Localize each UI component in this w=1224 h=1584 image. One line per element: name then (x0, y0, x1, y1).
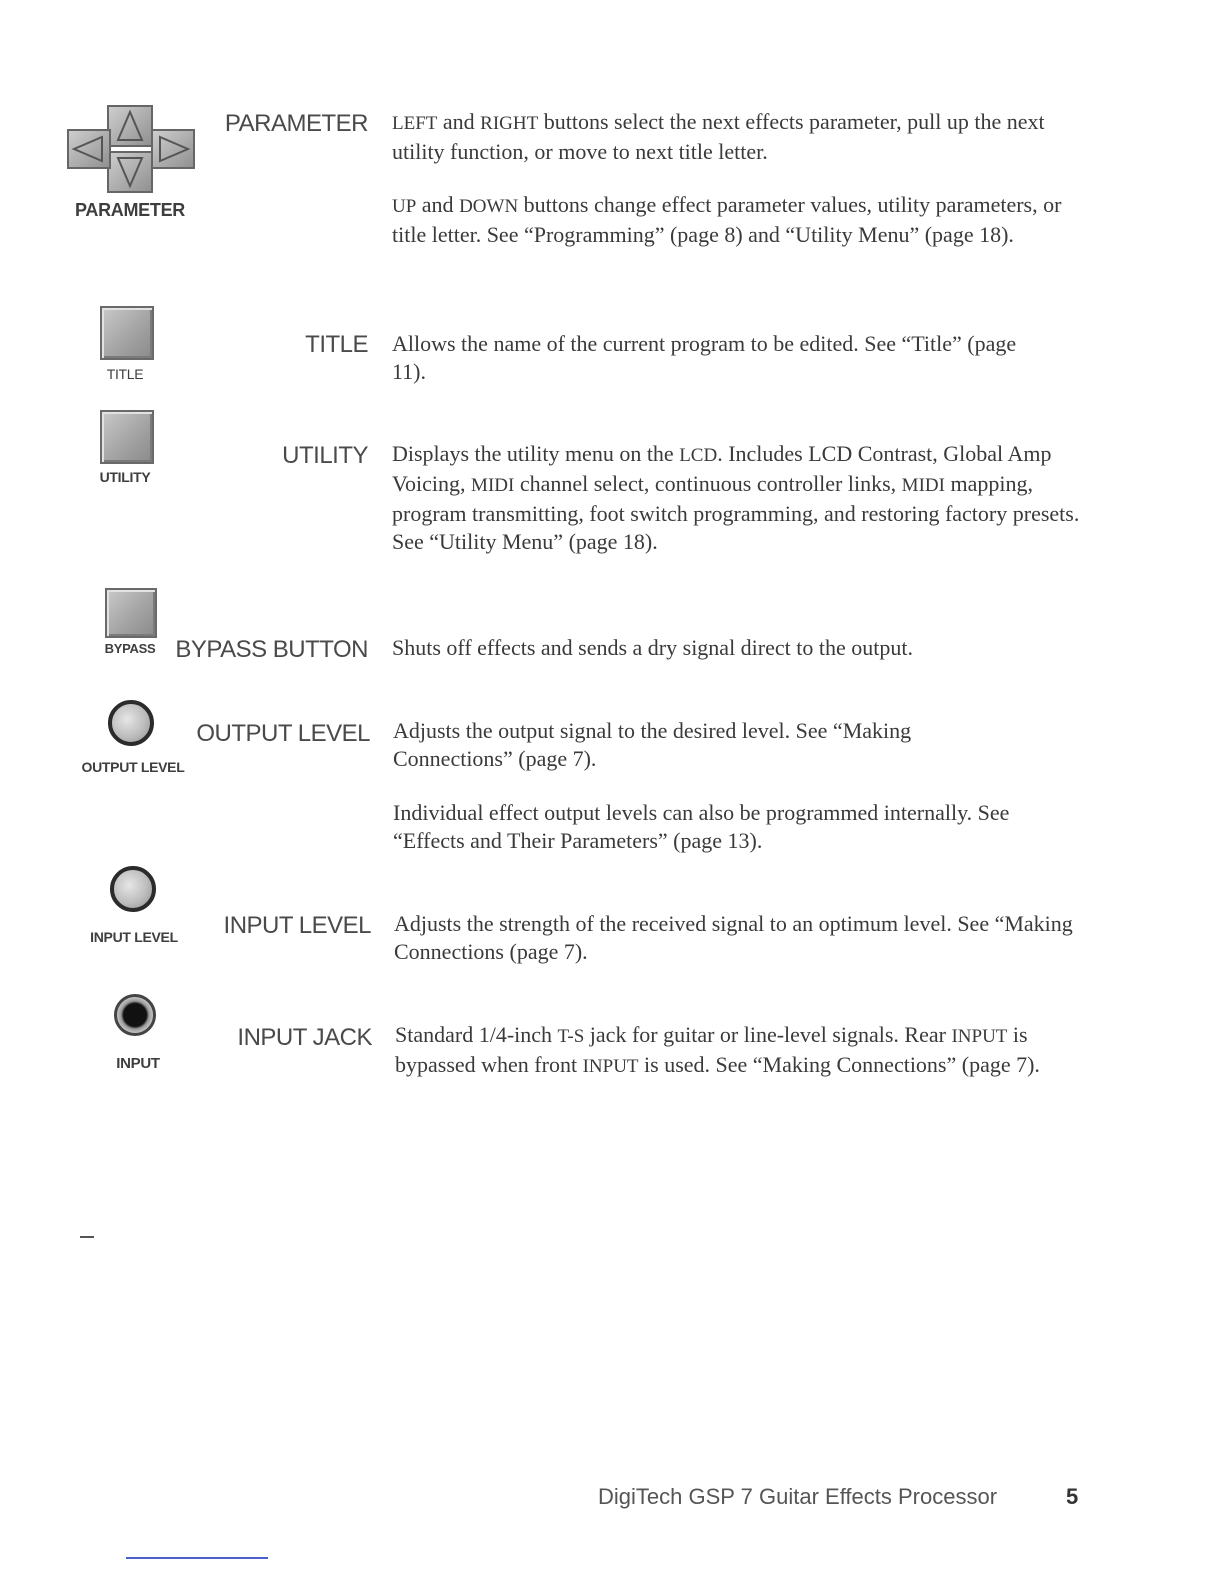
input-level-icon-label: INPUT LEVEL (90, 929, 178, 945)
input-jack-heading: INPUT JACK (237, 1024, 372, 1051)
input-icon-label: INPUT (116, 1055, 160, 1072)
title-icon-label: TITLE (106, 366, 144, 382)
output-level-paragraph-2: Individual effect output levels can also be programmed internally. See “Effects and Their Parameters” (page 13). (393, 800, 1010, 853)
utility-paragraph: Displays the utility menu on the LCD. Includes LCD Contrast, Global Amp Voicing, MIDI channel select, continuous controller links, MIDI mapping, program transmitting, foot switch programming, and restoring factory presets. See “Utility Menu” (page 18). (392, 441, 1080, 554)
bypass-button-icon (105, 588, 157, 638)
output-level-icon-label: OUTPUT LEVEL (81, 759, 185, 775)
input-level-heading: INPUT LEVEL (223, 912, 371, 939)
footer-title: DigiTech GSP 7 Guitar Effects Processor (598, 1484, 998, 1509)
left-keyword: LEFT (392, 113, 438, 134)
output-level-heading: OUTPUT LEVEL (196, 720, 370, 747)
up-keyword: UP (392, 196, 417, 217)
bypass-paragraph: Shuts off effects and sends a dry signal direct to the output. (392, 635, 913, 660)
bypass-icon-label: BYPASS (104, 641, 156, 656)
bottom-rule (126, 1557, 268, 1559)
parameter-paragraph-2: UP and DOWN buttons change effect parameter values, utility parameters, or title letter. See “Programming” (page 8) and “Utility Menu” (page 18). (392, 192, 1062, 247)
utility-heading: UTILITY (282, 442, 368, 469)
scan-mark (80, 1236, 94, 1238)
title-heading: TITLE (305, 331, 368, 358)
bypass-heading: BYPASS BUTTON (175, 636, 368, 663)
input-level-knob-icon (110, 866, 156, 912)
parameter-heading: PARAMETER (224, 110, 368, 137)
parameter-icon-label: PARAMETER (75, 200, 185, 220)
output-level-paragraph-1: Adjusts the output signal to the desired level. See “Making Connections” (page 7). (393, 718, 912, 771)
input-jack-paragraph: Standard 1/4-inch T-S jack for guitar or line-level signals. Rear INPUT is bypassed when front INPUT is used. See “Making Connections” (page 7). (395, 1022, 1040, 1077)
down-keyword: DOWN (459, 196, 519, 217)
title-paragraph: Allows the name of the current program to be edited. See “Title” (page 11). (392, 331, 1017, 384)
utility-icon-label: UTILITY (99, 469, 151, 485)
page-number: 5 (1066, 1484, 1079, 1509)
input-level-paragraph: Adjusts the strength of the received signal to an optimum level. See “Making Connections (page 7). (394, 911, 1073, 964)
parameter-paragraph-1: LEFT and RIGHT buttons select the next effects parameter, pull up the next utility function, or move to next title letter. (392, 109, 1045, 164)
right-keyword: RIGHT (480, 113, 539, 134)
